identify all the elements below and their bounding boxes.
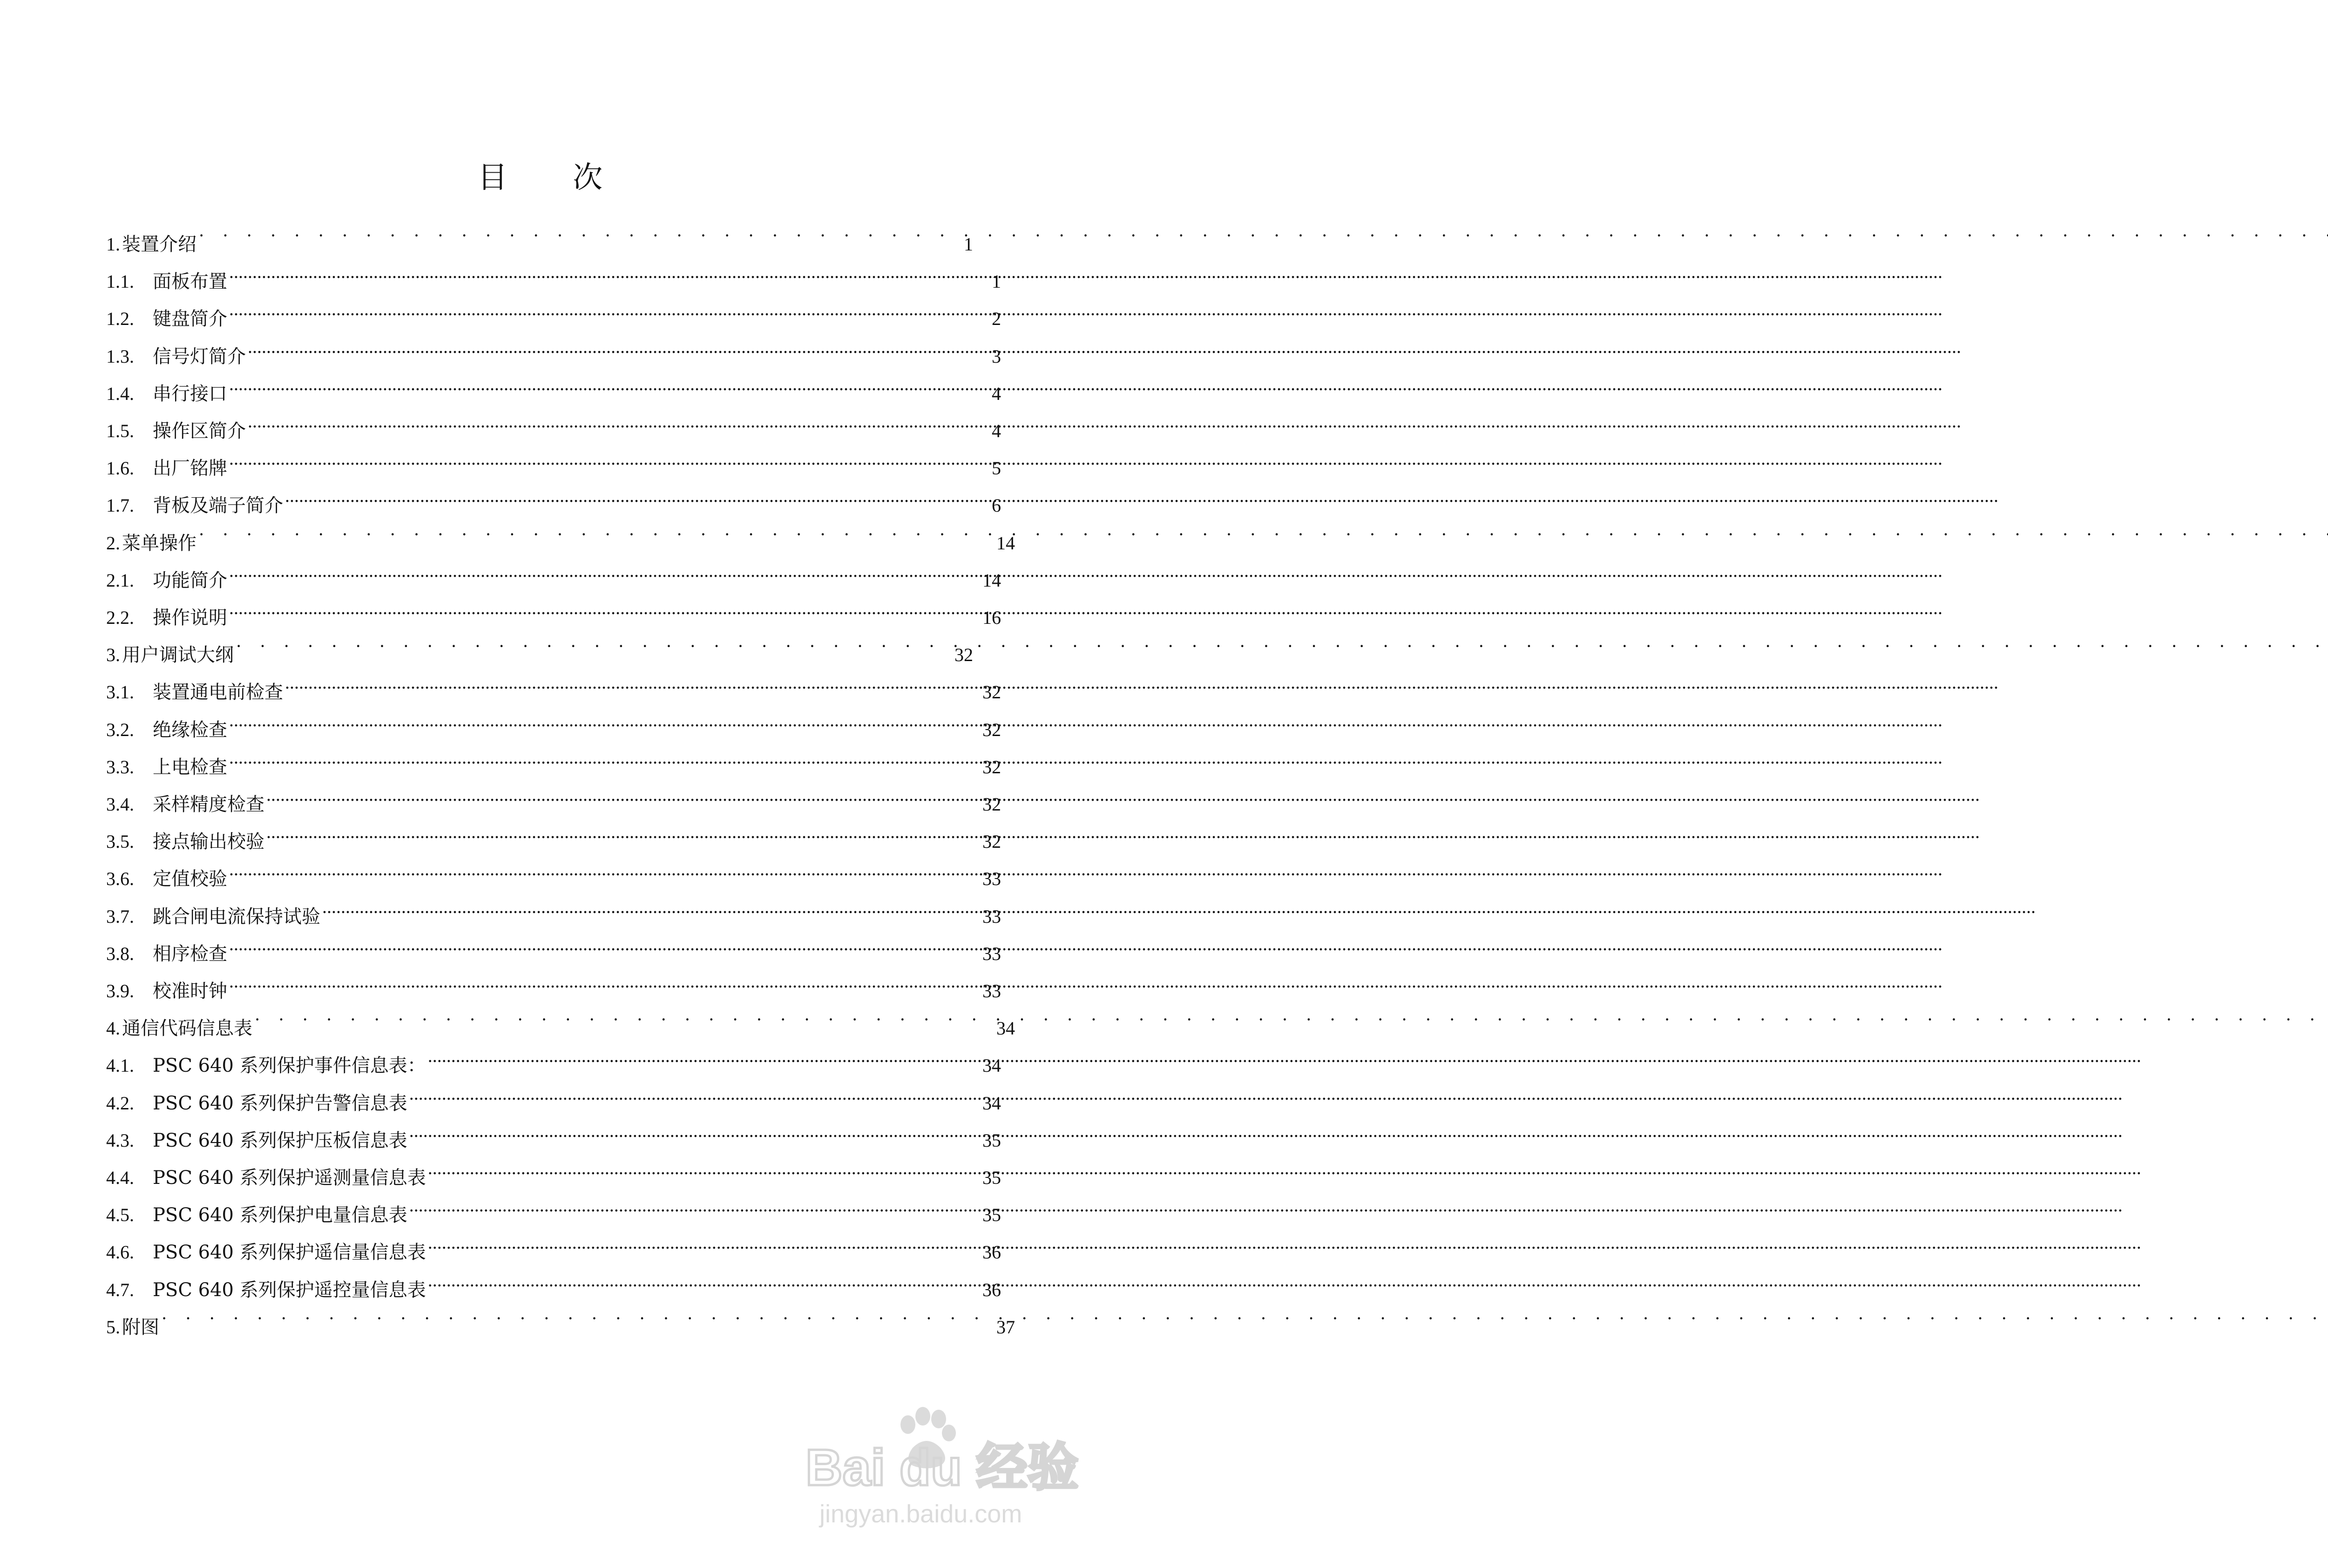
toc-page-number: 32 — [982, 719, 1001, 740]
toc-section-entry[interactable] — [106, 1081, 1001, 1114]
toc-section-entry[interactable] — [106, 596, 1001, 629]
toc-entry-number: 1.1. — [106, 271, 134, 292]
toc-page-number: 2 — [992, 308, 1001, 330]
watermark-logo — [801, 1397, 1079, 1532]
table-of-contents — [0, 0, 1108, 1568]
toc-page-number: 14 — [996, 532, 1015, 554]
toc-entry-title: 通信代码信息表 — [122, 1018, 252, 1040]
baidu-jingyan-watermark — [801, 1397, 1079, 1532]
toc-dot-leader — [266, 820, 981, 848]
toc-dot-leader — [229, 708, 981, 736]
toc-section-entry[interactable] — [106, 708, 1001, 741]
toc-entry-title: 面板布置 — [153, 271, 227, 293]
toc-page-number: 14 — [982, 569, 1001, 591]
toc-page-number: 33 — [982, 868, 1001, 890]
toc-dot-leader — [229, 297, 987, 325]
toc-entry-title: 定值校验 — [153, 868, 227, 890]
toc-dot-leader — [229, 857, 981, 885]
toc-page-number: 33 — [982, 943, 1001, 964]
toc-entry-number: 3.3. — [106, 756, 134, 777]
toc-entry-title: PSC 640 系列保护遥测量信息表 — [153, 1167, 426, 1189]
toc-dot-leader — [248, 409, 987, 437]
toc-dot-leader — [428, 1156, 981, 1184]
toc-entry-number: 4.2. — [106, 1092, 134, 1114]
toc-entry-title: 功能简介 — [153, 569, 227, 591]
toc-dot-leader — [229, 260, 987, 288]
toc-dot-leader — [229, 559, 981, 587]
toc-page-number: 1 — [964, 234, 973, 255]
toc-entry-title: 操作区简介 — [153, 420, 246, 442]
toc-entry-title: 键盘简介 — [153, 308, 227, 330]
toc-section-entry[interactable] — [106, 895, 1001, 927]
toc-page-number: 37 — [996, 1316, 1015, 1338]
toc-chapter-entry[interactable] — [106, 1305, 1015, 1338]
toc-section-entry[interactable] — [106, 932, 1001, 965]
toc-page-number: 32 — [982, 794, 1001, 815]
toc-dot-leader — [229, 446, 987, 474]
toc-dot-leader — [229, 932, 981, 960]
toc-section-entry[interactable] — [106, 969, 1001, 1002]
toc-section-entry[interactable] — [106, 1156, 1001, 1189]
toc-entry-number: 4.1. — [106, 1055, 134, 1076]
toc-section-entry[interactable] — [106, 1119, 1001, 1151]
toc-entry-title: PSC 640 系列保护事件信息表： — [153, 1055, 426, 1077]
toc-section-entry[interactable] — [106, 446, 1001, 480]
toc-section-entry[interactable] — [106, 1044, 1001, 1077]
toc-section-entry[interactable] — [106, 857, 1001, 890]
toc-entry-title: 绝缘检查 — [153, 719, 227, 741]
toc-chapter-entry[interactable] — [106, 1007, 1015, 1040]
toc-section-entry[interactable] — [106, 484, 1001, 517]
toc-entry-number: 4.3. — [106, 1129, 134, 1151]
toc-entry-number: 4.4. — [106, 1167, 134, 1188]
toc-entry-title: 用户调试大纲 — [122, 644, 234, 666]
toc-dot-leader — [285, 670, 981, 698]
toc-page-number: 36 — [982, 1279, 1001, 1300]
toc-page-number: 32 — [982, 756, 1001, 777]
toc-entry-number: 4.6. — [106, 1242, 134, 1263]
toc-page-number: 35 — [982, 1167, 1001, 1188]
toc-page-number: 34 — [982, 1055, 1001, 1076]
toc-page-number: 16 — [982, 607, 1001, 628]
toc-section-entry[interactable] — [106, 745, 1001, 778]
toc-section-entry[interactable] — [106, 1268, 1001, 1301]
toc-entry-number: 3.6. — [106, 868, 134, 890]
toc-page-number: 34 — [996, 1018, 1015, 1039]
toc-dot-leader — [198, 223, 959, 250]
toc-page-number: 32 — [982, 682, 1001, 703]
toc-entry-title: 出厂铭牌 — [153, 458, 227, 480]
toc-page-number: 35 — [982, 1204, 1001, 1226]
toc-entry-number: 2.1. — [106, 569, 134, 591]
toc-chapter-entry[interactable] — [106, 633, 973, 666]
toc-dot-leader — [266, 783, 981, 811]
toc-entry-number: 3.7. — [106, 906, 134, 927]
toc-entry-title: PSC 640 系列保护告警信息表 — [153, 1092, 407, 1114]
toc-entry-title: 校准时钟 — [153, 980, 227, 1002]
toc-dot-leader — [428, 1268, 981, 1296]
toc-entry-number: 2. — [106, 532, 120, 554]
toc-entry-number: 1.2. — [106, 308, 134, 330]
toc-entry-number: 1.6. — [106, 458, 134, 479]
toc-page-number: 33 — [982, 906, 1001, 927]
toc-entry-title: 操作说明 — [153, 607, 227, 629]
toc-dot-leader — [428, 1230, 981, 1258]
toc-dot-leader — [229, 745, 981, 773]
toc-entry-title: 串行接口 — [153, 383, 227, 405]
toc-page-number: 1 — [992, 271, 1001, 292]
toc-page-number: 32 — [982, 831, 1001, 852]
toc-section-entry[interactable] — [106, 559, 1001, 591]
toc-entry-title: 信号灯简介 — [153, 345, 246, 367]
toc-entry-title: 装置通电前检查 — [153, 682, 283, 703]
toc-page-number: 3 — [992, 345, 1001, 367]
toc-entry-number: 1.4. — [106, 383, 134, 404]
toc-page-number: 35 — [982, 1129, 1001, 1151]
toc-entry-number: 2.2. — [106, 607, 134, 628]
toc-dot-leader — [322, 895, 981, 923]
watermark-url-text: jingyan.baidu.com — [819, 1500, 1022, 1528]
toc-page-number: 4 — [992, 383, 1001, 404]
toc-dot-leader — [198, 521, 995, 549]
toc-page-number: 34 — [982, 1092, 1001, 1114]
toc-section-entry[interactable] — [106, 670, 1001, 703]
toc-entry-title: 采样精度检查 — [153, 794, 264, 815]
toc-section-entry[interactable] — [106, 297, 1001, 330]
toc-entry-title: 菜单操作 — [122, 532, 196, 554]
toc-page-number: 33 — [982, 980, 1001, 1001]
toc-chapter-entry[interactable] — [106, 223, 973, 255]
watermark-brand-text: Bai du 经验 — [805, 1439, 1079, 1496]
toc-entry-title: PSC 640 系列保护遥信量信息表 — [153, 1242, 426, 1264]
toc-entry-title: 相序检查 — [153, 943, 227, 965]
toc-chapter-entry[interactable] — [106, 521, 1015, 554]
toc-entry-number: 4.5. — [106, 1204, 134, 1226]
toc-dot-leader — [409, 1193, 981, 1221]
toc-entry-number: 1.5. — [106, 420, 134, 441]
toc-entry-number: 1. — [106, 234, 120, 255]
toc-dot-leader — [428, 1044, 981, 1072]
toc-dot-leader — [409, 1081, 981, 1109]
toc-section-entry[interactable] — [106, 1230, 1001, 1264]
toc-dot-leader — [229, 969, 981, 997]
toc-entry-number: 4.7. — [106, 1279, 134, 1300]
toc-entry-number: 3.8. — [106, 943, 134, 964]
toc-dot-leader — [161, 1305, 995, 1333]
toc-section-entry[interactable] — [106, 1193, 1001, 1226]
toc-dot-leader — [229, 596, 981, 624]
toc-section-entry[interactable] — [106, 783, 1001, 815]
toc-section-entry[interactable] — [106, 820, 1001, 853]
toc-entry-title: 接点输出校验 — [153, 831, 264, 853]
toc-page-number: 32 — [954, 644, 973, 666]
toc-section-entry[interactable] — [106, 409, 1001, 442]
toc-entry-number: 3. — [106, 644, 120, 666]
toc-section-entry[interactable] — [106, 260, 1001, 293]
toc-entry-title: 装置介绍 — [122, 234, 196, 255]
toc-entry-number: 1.3. — [106, 345, 134, 367]
toc-section-entry[interactable] — [106, 372, 1001, 405]
toc-entry-number: 3.2. — [106, 719, 134, 740]
toc-section-entry[interactable] — [106, 335, 1001, 367]
toc-entry-number: 3.1. — [106, 682, 134, 703]
toc-dot-leader — [285, 484, 987, 512]
toc-entry-number: 3.4. — [106, 794, 134, 815]
toc-dot-leader — [409, 1119, 981, 1147]
toc-entry-title: 背板及端子简介 — [153, 495, 283, 517]
toc-entry-number: 5. — [106, 1316, 120, 1338]
toc-page-number: 6 — [992, 495, 1001, 516]
toc-entry-number: 1.7. — [106, 495, 134, 516]
toc-entry-title: PSC 640 系列保护遥控量信息表 — [153, 1279, 426, 1301]
toc-dot-leader — [248, 335, 987, 363]
toc-entry-title: 上电检查 — [153, 756, 227, 778]
toc-page-number: 4 — [992, 420, 1001, 441]
toc-page-number: 36 — [982, 1242, 1001, 1263]
toc-entry-number: 4. — [106, 1018, 120, 1039]
toc-entry-title: 附图 — [122, 1316, 159, 1338]
toc-entry-title: PSC 640 系列保护压板信息表 — [153, 1129, 407, 1151]
toc-page-number: 5 — [992, 458, 1001, 479]
toc-dot-leader — [254, 1007, 995, 1034]
page-title: 目 次 — [477, 161, 631, 195]
toc-entry-title: PSC 640 系列保护电量信息表 — [153, 1204, 407, 1226]
toc-entry-title: 跳合闸电流保持试验 — [153, 906, 320, 927]
toc-dot-leader — [236, 633, 953, 661]
toc-entry-number: 3.5. — [106, 831, 134, 852]
toc-entry-number: 3.9. — [106, 980, 134, 1001]
toc-dot-leader — [229, 372, 987, 400]
